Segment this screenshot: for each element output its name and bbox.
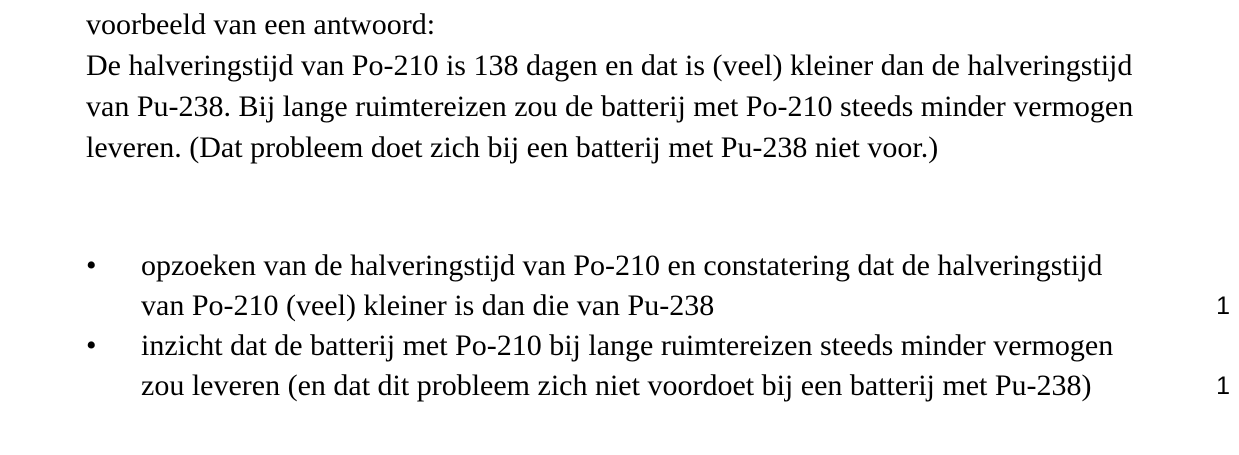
scoring-criteria-list bbox=[86, 246, 1239, 406]
example-answer-heading: voorbeeld van een antwoord: bbox=[86, 8, 436, 41]
scoring-criterion bbox=[86, 246, 1239, 326]
example-answer-text: De halveringstijd van Po-210 is 138 dagen en dat is (veel) kleiner dan de halveringstijd van Pu-238. Bij lange ruimtereizen zou de batterij met Po-210 steeds minder vermogen leveren. (Dat probleem doet zich bij een batterij met Pu-238 niet voor.) bbox=[86, 49, 1134, 164]
example-answer bbox=[86, 4, 1166, 168]
criterion-score: 1 bbox=[1216, 372, 1230, 400]
criterion-score: 1 bbox=[1216, 292, 1230, 320]
bullet-icon: • bbox=[86, 249, 97, 282]
criterion-text: inzicht dat de batterij met Po-210 bij lange ruimtereizen steeds minder vermogen zou leveren (en dat dit probleem zich niet voordoet bij een batterij met Pu-238) bbox=[141, 329, 1114, 402]
scoring-criterion bbox=[86, 326, 1239, 406]
bullet-icon: • bbox=[86, 329, 97, 362]
criterion-text: opzoeken van de halveringstijd van Po-210 en constatering dat de halveringstijd van Po-210 (veel) kleiner is dan die van Pu-238 bbox=[141, 249, 1103, 322]
